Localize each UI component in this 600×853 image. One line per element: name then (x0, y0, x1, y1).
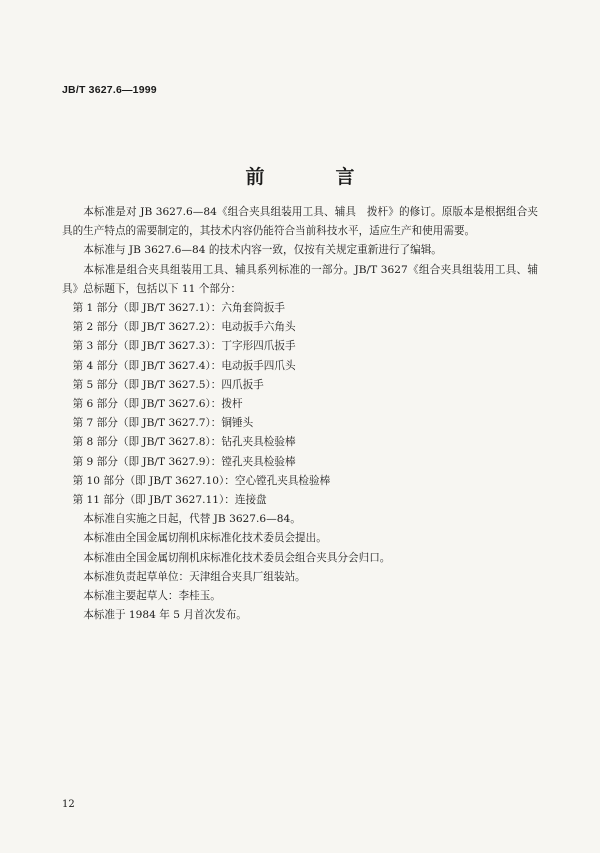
paragraph: 本标准负责起草单位：天津组合夹具厂组装站。 (83, 570, 306, 583)
list-item: 第 7 部分（即 JB/T 3627.7）：铜锤头 (72, 417, 254, 430)
list-item: 第 9 部分（即 JB/T 3627.9）：镗孔夹具检验棒 (72, 455, 296, 468)
list-item: 第 10 部分（即 JB/T 3627.10）：空心镗孔夹具检验棒 (72, 474, 331, 487)
paragraph: 本标准自实施之日起，代替 JB 3627.6—84。 (83, 513, 301, 526)
paragraph: 本标准由全国金属切削机床标准化技术委员会提出。 (83, 532, 327, 545)
list-item: 第 1 部分（即 JB/T 3627.1）：六角套筒扳手 (72, 302, 285, 315)
paragraph: 本标准由全国金属切削机床标准化技术委员会组合夹具分会归口。 (83, 551, 391, 564)
list-item: 第 6 部分（即 JB/T 3627.6）：拨杆 (72, 398, 243, 411)
paragraph: 本标准与 JB 3627.6—84 的技术内容一致，仅按有关规定重新进行了编辑。 (83, 244, 442, 257)
list-item: 第 4 部分（即 JB/T 3627.4）：电动扳手四爪头 (72, 359, 296, 372)
paragraph: 本标准于 1984 年 5 月首次发布。 (83, 609, 247, 622)
list-item: 第 3 部分（即 JB/T 3627.3）：丁字形四爪扳手 (72, 340, 296, 353)
parts-list (62, 299, 538, 510)
list-item: 第 2 部分（即 JB/T 3627.2）：电动扳手六角头 (72, 321, 296, 334)
list-item: 第 11 部分（即 JB/T 3627.11）：连接盘 (72, 494, 267, 507)
paragraph: 本标准是对 JB 3627.6—84《组合夹具组装用工具、辅具 拨杆》的修订。原版本是根据组合夹具的生产特点的需要制定的，其技术内容仍能符合当前科技水平，适应生产和使用需要。 (62, 206, 538, 238)
page-title: 前 言 (245, 166, 381, 188)
document-body (62, 203, 538, 625)
list-item: 第 5 部分（即 JB/T 3627.5）：四爪扳手 (72, 378, 264, 391)
page-number: 12 (62, 799, 75, 810)
paragraph: 本标准是组合夹具组装用工具、辅具系列标准的一部分。JB/T 3627《组合夹具组装用工具、辅具》总标题下，包括以下 11 个部分： (62, 263, 538, 295)
standard-code-header: JB/T 3627.6—1999 (62, 84, 157, 96)
paragraph: 本标准主要起草人：李桂玉。 (83, 590, 221, 603)
list-item: 第 8 部分（即 JB/T 3627.8）：钻孔夹具检验棒 (72, 436, 296, 449)
